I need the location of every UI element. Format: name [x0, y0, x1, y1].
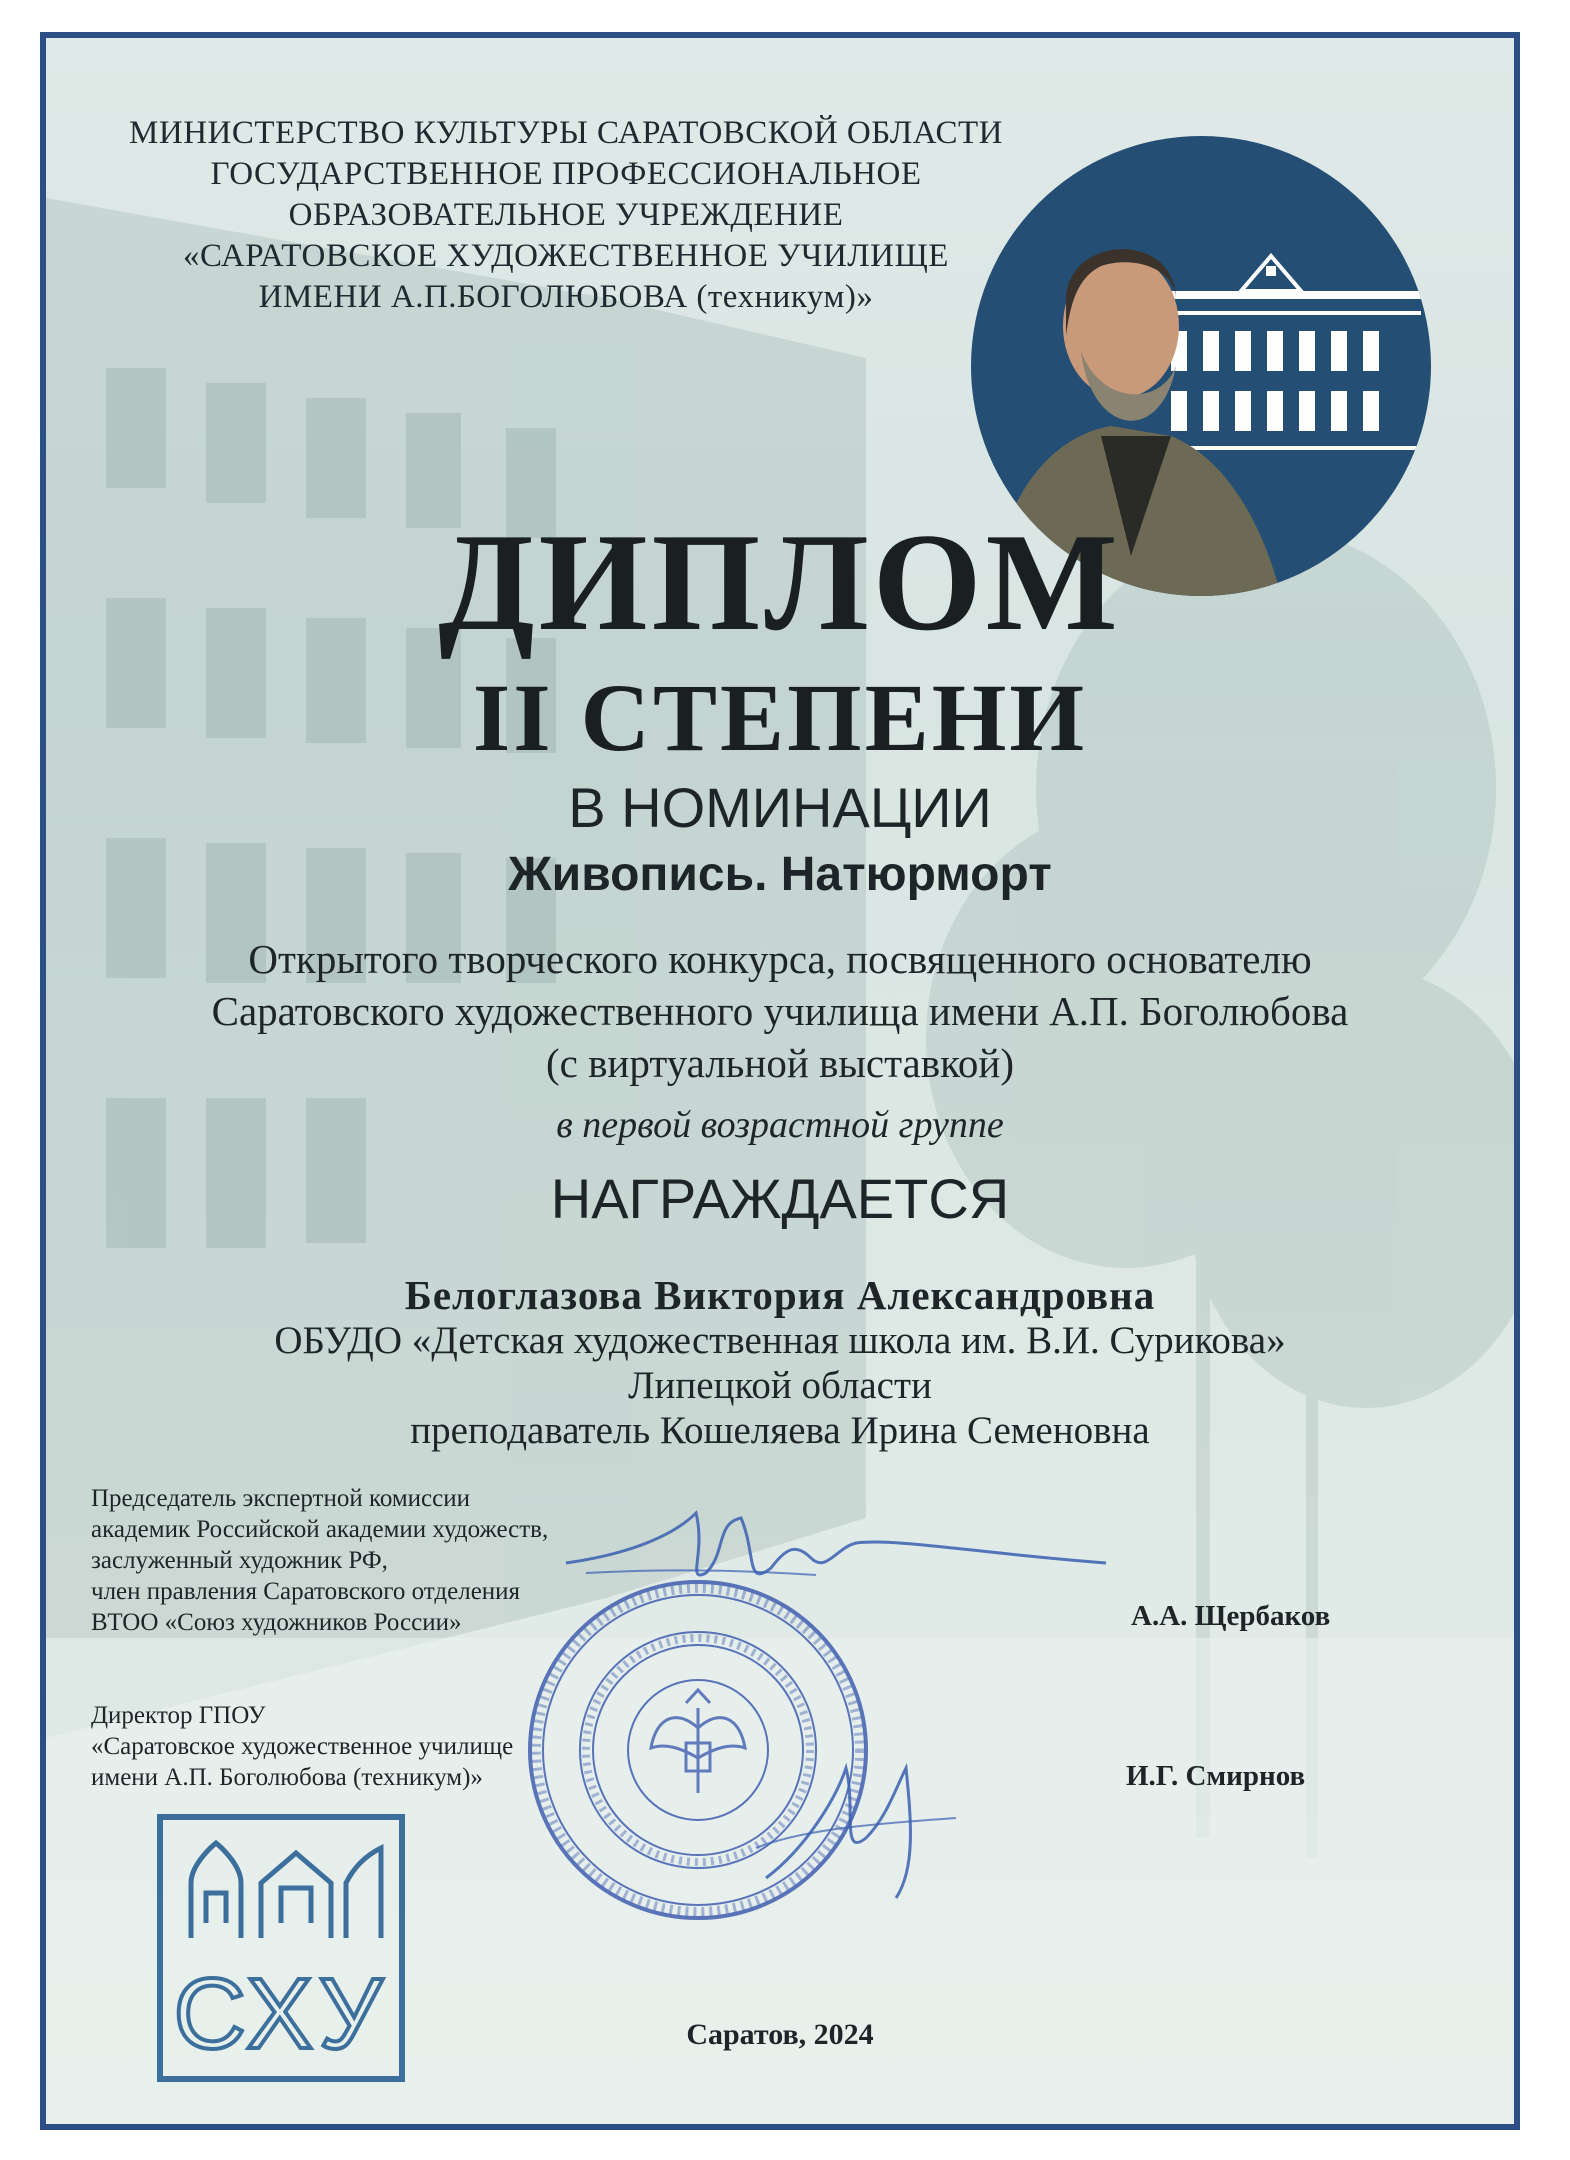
- chair-role-line: академик Российской академии художеств,: [91, 1516, 549, 1543]
- diploma-title: ДИПЛОМ: [438, 505, 1122, 660]
- recipient-region: Липецкой области: [628, 1364, 932, 1407]
- pen-nib-icon: [191, 1843, 381, 1938]
- director-role: [91, 1700, 611, 1793]
- chair-role-line: член правления Саратовского отделения: [91, 1578, 521, 1605]
- contest-line: Открытого творческого конкурса, посвященного основателю: [248, 936, 1312, 982]
- diploma-sheet: [40, 32, 1520, 2130]
- recipient-teacher: преподаватель Кошеляева Ирина Семеновна: [410, 1409, 1150, 1452]
- recipient-name: Белоглазова Виктория Александровна: [404, 1272, 1156, 1318]
- header-line: ОБРАЗОВАТЕЛЬНОЕ УЧРЕЖДЕНИЕ: [288, 197, 844, 233]
- recipient-school: ОБУДО «Детская художественная школа им. В.И. Сурикова»: [274, 1319, 1286, 1362]
- eagle-emblem-icon: [651, 1690, 745, 1793]
- chair-name: А.А. Щербаков: [1131, 1600, 1331, 1632]
- nomination-label: В НОМИНАЦИИ: [568, 776, 992, 839]
- header-line: «САРАТОВСКОЕ ХУДОЖЕСТВЕННОЕ УЧИЛИЩЕ: [183, 238, 949, 274]
- chair-role-line: ВТОО «Союз художников России»: [91, 1609, 462, 1636]
- director-role-line: «Саратовское художественное училище: [91, 1733, 514, 1760]
- header-line: МИНИСТЕРСТВО КУЛЬТУРЫ САРАТОВСКОЙ ОБЛАСТИ: [129, 115, 1003, 151]
- awarded-label: НАГРАЖДАЕТСЯ: [550, 1167, 1010, 1230]
- city-year: Саратов, 2024: [686, 2018, 874, 2051]
- recipient-block: [46, 1273, 1514, 1453]
- director-name: И.Г. Смирнов: [1126, 1760, 1306, 1792]
- director-role-line: Директор ГПОУ: [91, 1702, 266, 1729]
- ministry-header: [76, 113, 1056, 318]
- chair-signature: [556, 1493, 1116, 1623]
- director-role-line: имени А.П. Боголюбова (техникум)»: [91, 1764, 483, 1791]
- age-group: в первой возрастной группе: [556, 1104, 1004, 1146]
- contest-line: (с виртуальной выставкой): [545, 1040, 1015, 1086]
- contest-line: Саратовского художественного училища имени А.П. Боголюбова: [211, 988, 1349, 1034]
- logo-letters: СХУ: [173, 1958, 389, 2070]
- header-line: ГОСУДАРСТВЕННОЕ ПРОФЕССИОНАЛЬНОЕ: [210, 156, 922, 192]
- chair-role-line: заслуженный художник РФ,: [91, 1547, 388, 1574]
- chair-role-line: Председатель экспертной комиссии: [91, 1485, 471, 1512]
- diploma-degree: II СТЕПЕНИ: [472, 664, 1088, 771]
- director-signature: [746, 1728, 966, 1908]
- nomination-name: Живопись. Натюрморт: [508, 848, 1052, 901]
- contest-description: [46, 933, 1514, 1089]
- header-line: ИМЕНИ А.П.БОГОЛЮБОВА (техникум)»: [258, 279, 874, 315]
